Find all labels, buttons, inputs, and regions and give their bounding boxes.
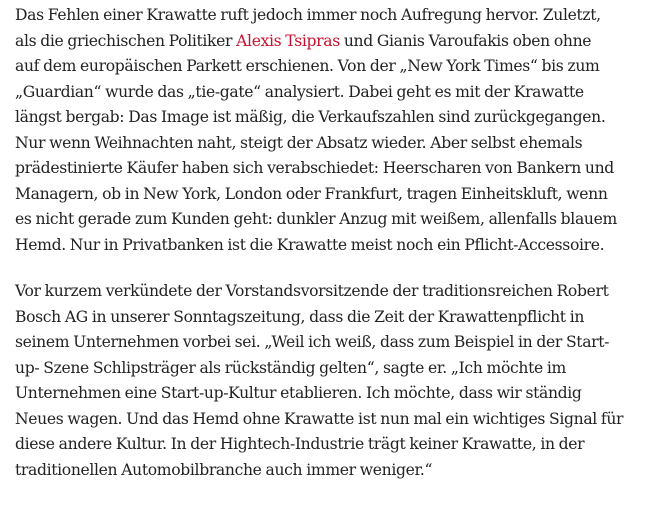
paragraph-line: Hemd. Nur in Privatbanken ist die Krawatte meist noch ein Pflicht-Accessoire. — [15, 235, 605, 254]
article-body — [15, 3, 655, 504]
paragraph-line: auf dem europäischen Parkett erschienen. Von der „New York Times“ bis zum — [15, 57, 600, 75]
line-text: als die griechischen Politiker — [15, 31, 237, 50]
line-text: und Gianis Varoufakis oben ohne — [339, 31, 592, 50]
paragraph-line: Neues wagen. Und das Hemd ohne Krawatte ist nun mal ein wichtiges Signal für — [15, 409, 624, 428]
paragraph-line: Das Fehlen einer Krawatte ruft jedoch immer noch Aufregung hervor. Zuletzt, — [15, 6, 601, 24]
paragraph-line: längst bergab: Das Image ist mäßig, die Verkaufszahlen sind zurückgegangen. — [15, 108, 606, 126]
paragraph-line: Vor kurzem verkündete der Vorstandsvorsitzende der traditionsreichen Robert — [15, 282, 609, 300]
paragraph-line: es nicht gerade zum Kunden geht: dunkler Anzug mit weißem, allenfalls blauem — [15, 210, 617, 228]
link-alexis-tsipras[interactable]: Alexis Tsipras — [236, 31, 340, 50]
paragraph-line: traditionellen Automobilbranche auch immer weniger.“ — [15, 460, 433, 479]
paragraph-line: prädestinierte Käufer haben sich verabschiedet: Heerscharen von Bankern und — [15, 159, 614, 177]
article-paragraph-2 — [15, 279, 655, 483]
paragraph-line: „Guardian“ wurde das „tie-gate“ analysiert. Dabei geht es mit der Krawatte — [15, 82, 584, 101]
paragraph-line: Nur wenn Weihnachten naht, steigt der Absatz wieder. Aber selbst ehemals — [15, 133, 583, 152]
paragraph-line: Unternehmen eine Start-up-Kultur etablieren. Ich möchte, dass wir ständig — [15, 384, 582, 402]
paragraph-line: Bosch AG in unserer Sonntagszeitung, dass die Zeit der Krawattenpflicht in — [15, 307, 585, 326]
paragraph-line: diese andere Kultur. In der Hightech-Industrie trägt keiner Krawatte, in der — [15, 435, 585, 453]
paragraph-line: Managern, ob in New York, London oder Frankfurt, tragen Einheitskluft, wenn — [15, 184, 608, 203]
article-paragraph-1 — [15, 3, 655, 258]
paragraph-line — [15, 29, 655, 55]
paragraph-line: up- Szene Schlipsträger als rückständig gelten“, sagte er. „Ich möchte im — [15, 358, 566, 377]
paragraph-line: seinem Unternehmen vorbei sei. „Weil ich weiß, dass zum Beispiel in der Start- — [15, 333, 610, 351]
